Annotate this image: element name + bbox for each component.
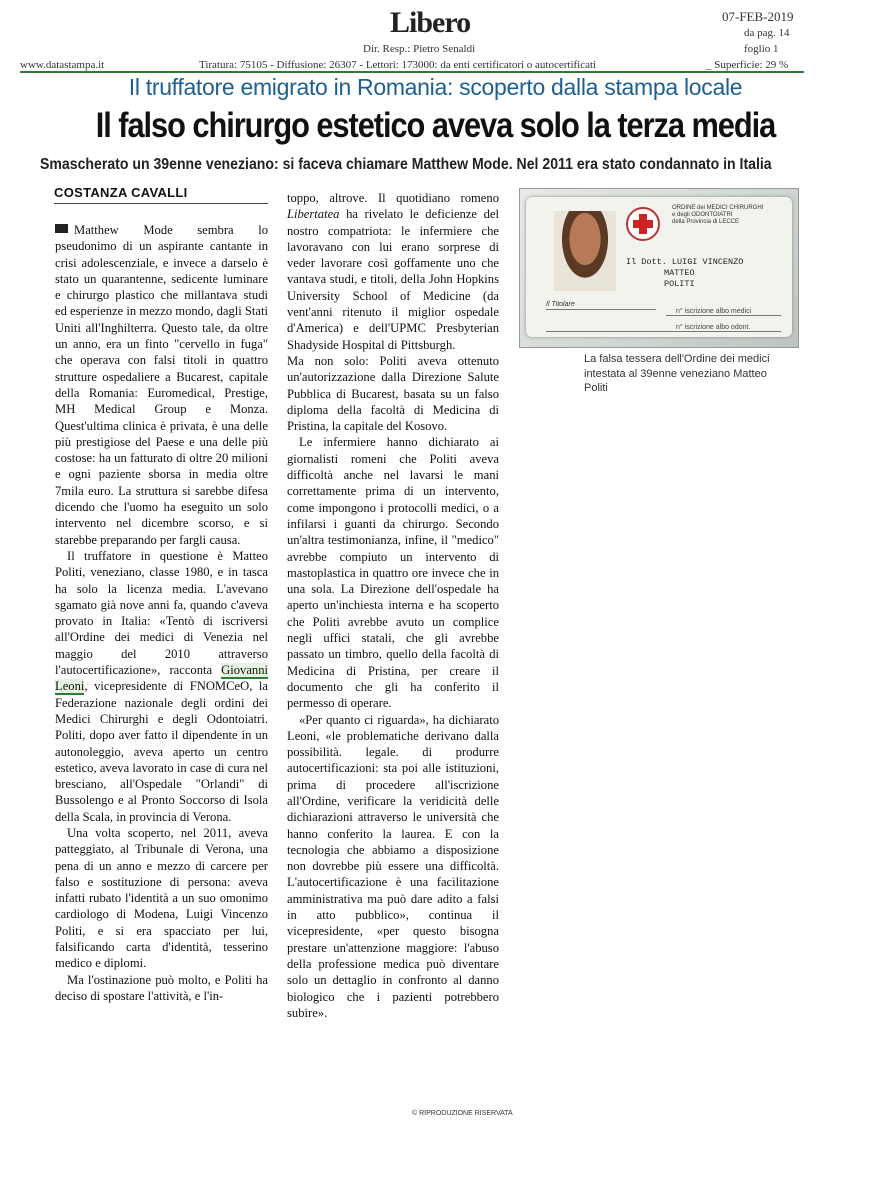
paragraph-text: toppo, altrove. Il quotidiano romeno xyxy=(287,191,499,205)
copyright-notice: © RIPRODUZIONE RISERVATA xyxy=(412,1110,513,1117)
paragraph: «Per quanto ci riguarda», ha dichiarato Leoni, «le problematiche derivano dalla possibilità. legale. di produrre autocertificazioni: sta poi alle istituzioni, prima di procedere all'iscrizione all'Ordine, verificare la veridicità delle dichiarazioni attraverso le università che hanno conferito la laurea. E con la tecnologia che abbiamo a disposizione non dovrebbe più essere una difficoltà. L'autocertificazione è una facilitazione amministrativa ma può dare adito a falsi in atto pubblico», continua il vicepresidente, «per questo bisogna prestare un'attenzione maggiore: l'abuso della professione medica può diventare solo un dettaglio in confronto al danno biologico che i pazienti potrebbero subire». xyxy=(287,712,499,1020)
article-column-1 xyxy=(55,222,268,1004)
card-field-line xyxy=(546,331,781,332)
paragraph: Ma non solo: Politi aveva ottenuto un'autorizzazione dalla Direzione Salute Pubblica di Bucarest, basata su un falso diploma della facoltà di Medicina di Pristina, la capitale del Kosovo. xyxy=(287,353,499,434)
sheet-number: foglio 1 xyxy=(744,43,779,55)
medical-order-seal-icon xyxy=(626,207,660,241)
card-name-line: Il Dott. LUIGI VINCENZO xyxy=(626,257,744,267)
card-field-line xyxy=(666,315,781,316)
paragraph-text: Il truffatore in questione è Matteo Politi, veneziano, classe 1980, e in tasca ha solo la licenza media. L'avevano sgamato già nove anni fa, quando c'aveva provato in Italia: «Tentò di iscriversi all'Ordine dei medici di Venezia nel maggio del 2010 attraverso l'autocertificazione», racconta xyxy=(55,548,268,678)
paragraph xyxy=(287,190,499,353)
paragraph xyxy=(55,548,268,825)
id-card-photo xyxy=(519,188,799,348)
card-holder-label: Il Titolare xyxy=(546,301,575,308)
paragraph: Una volta scoperto, nel 2011, aveva patteggiato, al Tribunale di Verona, una pena di un anno e mezzo di carcere per falso e sostituzione di persona: aveva infatti rubato l'identità a un suo omonimo cardiologo di Modena, Luigi Vincenzo Politi, e si era spacciato per lui, falsificando carta d'identità, tesserino medico e diplomi. xyxy=(55,825,268,971)
director-line: Dir. Resp.: Pietro Senaldi xyxy=(363,43,476,55)
card-field-label: n° iscrizione albo medici xyxy=(676,308,752,315)
card-name-line: MATTEO xyxy=(664,268,695,278)
card-issuer-line: ORDINE dei MEDICI CHIRURGHI xyxy=(672,205,764,211)
card-issuer xyxy=(672,205,763,226)
article-subheadline: Smascherato un 39enne veneziano: si faceva chiamare Matthew Mode. Nel 2011 era stato condannato in Italia xyxy=(40,156,772,173)
id-card xyxy=(526,197,792,337)
article-kicker: Il truffatore emigrato in Romania: scoperto dalla stampa locale xyxy=(128,74,743,100)
highlighted-name: Giovanni Leoni xyxy=(55,663,268,694)
card-issuer-line: della Provincia di LECCE xyxy=(672,219,740,225)
surface-info: _ Superficie: 29 % xyxy=(706,59,789,71)
newspaper-name: Libertatea xyxy=(287,207,340,222)
paragraph-text: , vicepresidente di FNOMCeO, la Federazione nazionale degli ordini dei Medici Chirurghi e degli Odontoiatri. Politi, dopo aver fatto il dipendente in un autonoleggio, aveva aperto un centro estetico, aveva lavorato in case di cura nel bresciano, all'Ospedale "Orlandi" di Bussolengo e al Pronto Soccorso di Isola della Scala, in provincia di Verona. xyxy=(55,679,268,824)
paragraph xyxy=(55,222,268,548)
paragraph-text: ha rivelato le deficienze del nostro compatriota: le infermiere che lavoravano con lui erano sorprese di veder lavorare così goffamente uno che vantava studi, e titoli, della John Hopkins University School of Medicine (da vent'anni ritenuto il miglior ospedale d'America) e dell'UPMC Presbyterian Shadyside Hospital di Pittsburgh. xyxy=(287,207,499,352)
portrait-image xyxy=(554,211,616,291)
newspaper-logo: Libero xyxy=(390,6,471,39)
byline-divider xyxy=(54,203,268,204)
page-reference: da pag. 14 xyxy=(744,27,790,39)
article-column-2 xyxy=(287,190,499,1021)
photo-caption: La falsa tessera dell'Ordine dei medici intestata al 39enne veneziano Matteo Politi xyxy=(584,353,770,394)
website-link[interactable]: www.datastampa.it xyxy=(20,59,105,71)
paragraph-marker-icon xyxy=(55,224,68,233)
card-holder-name xyxy=(626,257,743,290)
article-headline: Il falso chirurgo estetico aveva solo la terza media xyxy=(95,106,776,145)
publication-date: 07-FEB-2019 xyxy=(722,9,794,24)
card-name-line: POLITI xyxy=(664,279,695,289)
paragraph: Ma l'ostinazione può molto, e Politi ha deciso di spostare l'attività, e l'in- xyxy=(55,972,268,1003)
header-divider xyxy=(20,71,804,73)
article-byline: COSTANZA CAVALLI xyxy=(54,185,188,200)
card-issuer-line: e degli ODONTOIATRI xyxy=(672,212,733,218)
signature-line xyxy=(546,309,656,310)
card-field-label: n° iscrizione albo odont. xyxy=(676,324,751,331)
paragraph-text: Matthew Mode sembra lo pseudonimo di un aspirante cantante in crisi adolescenziale, e invece a darselo è stato un quarantenne, sedicente luminare e chirurgo plastico che millantava studi ed esperienze in mezzo mondo, dagli Stati Uniti all'Inghilterra. Questo tale, da oltre un anno, era un finto "cervello in fuga" che operava con falsi titoli in quattro strutture ospedaliere a Bucarest, capitale della Romania: Euromedical, Prestige, MH Medical Group e Monza. Quest'ultima clinica è privata, è una delle più prestigiose del Paese e una delle più costose: ha un fatturato di oltre 20 milioni e ogni paziente sborsa in media oltre 7mila euro. La struttura si sarebbe difesa dicendo che l'uomo ha eseguito un solo intervento nel dicembre scorso, e si starebbe preparando per fargli causa. xyxy=(55,223,268,547)
paragraph: Le infermiere hanno dichiarato ai giornalisti romeni che Politi aveva difficoltà anche nel lavarsi le mani correttamente prima di un intervento, come impongono i protocolli medici, o a infilarsi i guanti da chirurgo. Secondo un'altra testimonianza, infine, il "medico" avrebbe compiuto un intervento di mastoplastica in quattro ore invece che in una sola. La Direzione dell'ospedale ha aperto un'inchiesta interna e ha scoperto che Politi avrebbe avuto un complice negli uffici statali, che gli avrebbe passato un timbro, quello della facoltà di Medicina di Pristina, per creare il documento che gli ha conferito il permesso di operare. xyxy=(287,435,499,711)
circulation-info: Tiratura: 75105 - Diffusione: 26307 - Lettori: 173000: da enti certificatori o autocertificati xyxy=(199,59,597,71)
